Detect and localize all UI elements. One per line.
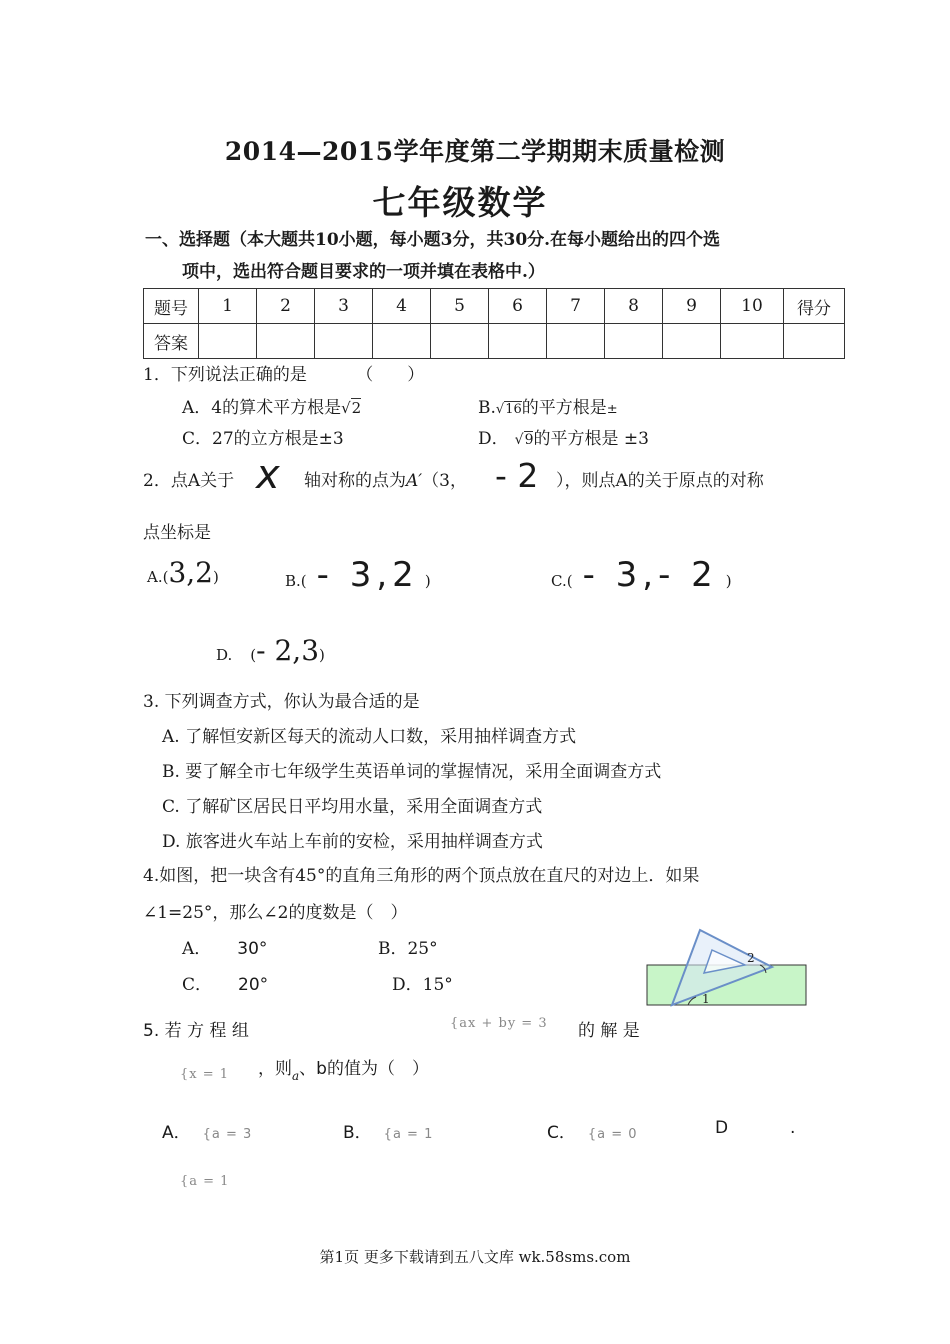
q2-b-label: B.( xyxy=(285,572,307,590)
q5-tail: 的 解 是 xyxy=(578,1021,640,1041)
ruler-triangle-figure xyxy=(640,915,815,1010)
q2-a-close: ) xyxy=(212,568,219,586)
q4-option-b: B．25° xyxy=(378,939,438,959)
q1-a-text: 4的算术平方根是 xyxy=(211,398,342,418)
q2-x-variable: x xyxy=(256,452,280,498)
table-cell: 6 xyxy=(489,289,547,324)
table-cell: 2 xyxy=(257,289,315,324)
q2-b-close: ) xyxy=(424,572,431,590)
q3-stem: 3. 下列调查方式，你认为最合适的是 xyxy=(143,692,420,712)
q5-a-label: A． xyxy=(162,1123,191,1143)
page-subtitle: 七年级数学 xyxy=(372,183,548,222)
answer-table xyxy=(143,288,845,359)
table-cell: 1 xyxy=(199,289,257,324)
q1-option-b: B.√16的平方根是± xyxy=(478,398,618,418)
q3-option-d: D. 旅客进火车站上车前的安检，采用抽样调查方式 xyxy=(162,832,543,852)
angle2-label: 2 xyxy=(747,951,755,965)
q4-a-label: A． xyxy=(182,939,212,959)
q5-rest: 、b的值为（ ） xyxy=(299,1059,429,1079)
q1-stem xyxy=(143,360,424,385)
q1-d-radicand: 9 xyxy=(524,432,534,448)
q1-d-text: 的平方根是 ±3 xyxy=(533,429,649,449)
q5-system xyxy=(450,1012,548,1031)
answer-cell[interactable] xyxy=(489,324,547,359)
q5-b-label: B． xyxy=(343,1123,372,1143)
table-cell: 3 xyxy=(315,289,373,324)
q5-c-label: C． xyxy=(547,1123,576,1143)
q2-d-close: ) xyxy=(319,646,325,664)
table-cell: 9 xyxy=(663,289,721,324)
table-cell: 得分 xyxy=(784,289,845,324)
page-footer: 第1页 更多下载请到五八文库 wk.58sms.com xyxy=(319,1248,631,1266)
q2-a-value: 3,2 xyxy=(168,556,213,589)
answer-cell[interactable] xyxy=(431,324,489,359)
q5-solution-eq: {x = 1 xyxy=(180,1067,230,1082)
section-heading-line2: 项中，选出符合题目要求的一项并填在表格中.） xyxy=(182,262,545,282)
answer-cell[interactable] xyxy=(315,324,373,359)
q5-a-opt: {a = 3 xyxy=(202,1127,253,1142)
table-cell: 5 xyxy=(431,289,489,324)
page-title: 2014—2015学年度第二学期期末质量检测 xyxy=(224,137,726,166)
answer-cell[interactable] xyxy=(663,324,721,359)
q2-c-close: ) xyxy=(725,572,732,590)
q5-solution xyxy=(180,1063,229,1082)
table-cell: 题号 xyxy=(144,289,199,324)
q2-d-open: ( xyxy=(250,646,257,664)
q2-d-label: D. xyxy=(216,646,233,664)
q2-b-value: - 3,2 xyxy=(316,555,419,595)
q2-c-label: C.( xyxy=(551,572,573,590)
answer-table-header-row xyxy=(144,289,845,324)
q4-line2: ∠1=25°，那么∠2的度数是（ ） xyxy=(143,903,408,923)
q2-c-value: - 3,- 2 xyxy=(582,555,718,595)
q2-text2-span: 轴对称的点为 xyxy=(304,471,406,491)
q1-stem-text: 1．下列说法正确的是 xyxy=(143,365,307,385)
q5-option-b xyxy=(343,1118,433,1143)
q2-option-a xyxy=(147,556,219,589)
section-heading-line1: 一、选择题（本大题共10小题，每小题3分，共30分.在每小题给出的四个选 xyxy=(145,230,721,250)
q5-a-var: a xyxy=(292,1069,300,1083)
q1-option-d: D． √9的平方根是 ±3 xyxy=(478,429,649,449)
q4-c-value: 20° xyxy=(238,975,269,995)
q2-minus-two: - 2 xyxy=(495,456,539,495)
q1-b-radicand: 16 xyxy=(505,402,522,417)
answer-cell[interactable] xyxy=(605,324,663,359)
q2-line2: 点坐标是 xyxy=(143,523,211,543)
q1-a-radicand: 2 xyxy=(351,399,362,417)
q4-option-d: D．15° xyxy=(392,975,453,995)
answer-cell[interactable] xyxy=(199,324,257,359)
angle1-label: 1 xyxy=(702,992,710,1006)
q5-then: ，则 xyxy=(258,1059,292,1079)
q5-d-opt: {a = 1 xyxy=(180,1174,230,1189)
q2-text2 xyxy=(304,466,467,491)
answer-cell[interactable] xyxy=(257,324,315,359)
answer-cell[interactable] xyxy=(547,324,605,359)
q4-c-label: C． xyxy=(182,975,213,995)
q5-option-a xyxy=(162,1118,252,1143)
answer-table-answer-row xyxy=(144,324,845,359)
answer-cell[interactable] xyxy=(373,324,431,359)
q1-paren: （ ） xyxy=(356,365,425,385)
q5-system-eq: {ax + by = 3 xyxy=(450,1016,548,1031)
q4-line1: 4.如图，把一块含有45°的直角三角形的两个顶点放在直尺的对边上．如果 xyxy=(143,866,700,886)
q5-b-opt: {a = 1 xyxy=(383,1127,434,1142)
q5-question xyxy=(258,1054,429,1083)
answer-cell[interactable] xyxy=(721,324,784,359)
q2-coord-open: （3， xyxy=(422,471,467,491)
table-cell: 4 xyxy=(373,289,431,324)
q1-option-c: C．27的立方根是±3 xyxy=(182,429,344,449)
q5-option-c xyxy=(547,1118,638,1143)
q4-option-a xyxy=(182,934,267,959)
q2-text1: 2．点A关于 xyxy=(143,471,235,491)
q1-b-text: 的平方根是 xyxy=(521,398,607,418)
q2-option-d xyxy=(216,634,325,667)
q1-b-label: B. xyxy=(478,398,496,418)
q2-d-value: - 2,3 xyxy=(256,634,320,667)
q3-option-a: A. 了解恒安新区每天的流动人口数，采用抽样调查方式 xyxy=(162,727,577,747)
q4-a-value: 30° xyxy=(237,939,268,959)
q3-option-c: C. 了解矿区居民日平均用水量，采用全面调查方式 xyxy=(162,797,543,817)
q5-option-d-dot: . xyxy=(790,1118,796,1138)
q2-a-prime: A′ xyxy=(406,471,423,491)
table-cell: 8 xyxy=(605,289,663,324)
q1-d-label: D． xyxy=(478,429,509,449)
q2-a-label: A.( xyxy=(147,568,169,586)
table-cell: 10 xyxy=(721,289,784,324)
q5-stem: 5. 若 方 程 组 xyxy=(143,1021,249,1041)
q5-option-d-label: D xyxy=(715,1118,729,1138)
table-cell: 7 xyxy=(547,289,605,324)
table-cell: 答案 xyxy=(144,324,199,359)
q1-option-a: A．4的算术平方根是√2 xyxy=(182,398,362,418)
q1-b-pm: ± xyxy=(606,402,618,417)
q2-text3: ），则点A的关于原点的对称 xyxy=(556,471,764,491)
q5-c-opt: {a = 0 xyxy=(587,1127,638,1142)
q5-option-d xyxy=(180,1170,229,1189)
q4-option-c xyxy=(182,970,268,995)
q2-option-b xyxy=(285,555,431,595)
q1-a-label: A． xyxy=(182,398,212,418)
q3-option-b: B. 要了解全市七年级学生英语单词的掌握情况，采用全面调查方式 xyxy=(162,762,662,782)
score-cell[interactable] xyxy=(784,324,845,359)
q2-option-c xyxy=(551,555,732,595)
